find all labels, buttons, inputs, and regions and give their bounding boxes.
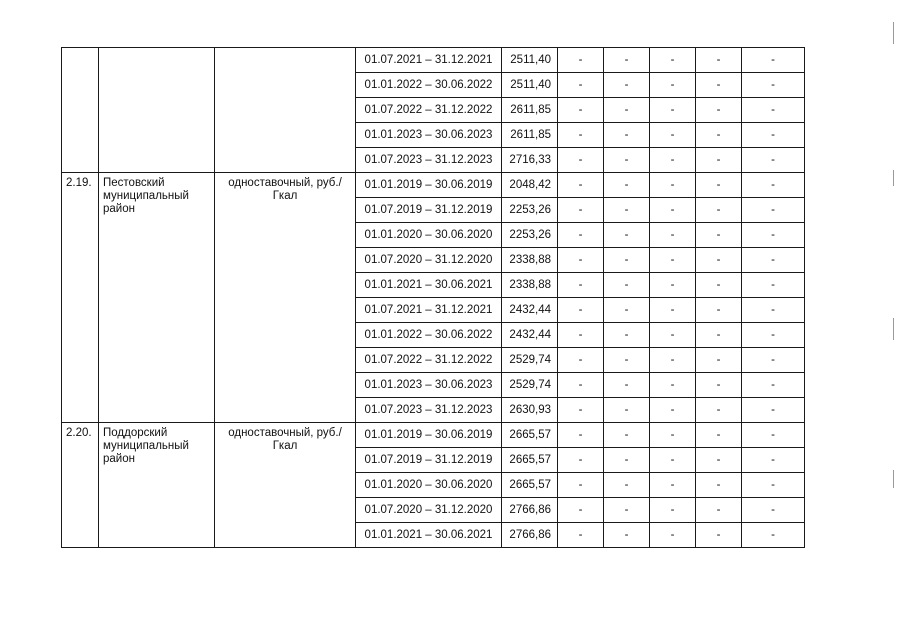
region-cell: Пестовский муниципальный район	[99, 173, 215, 423]
tariff-value-cell: 2253,26	[502, 198, 558, 223]
period-cell: 01.01.2023 – 30.06.2023	[356, 123, 502, 148]
dash-cell: -	[604, 323, 650, 348]
dash-cell: -	[558, 498, 604, 523]
dash-cell: -	[558, 473, 604, 498]
dash-cell: -	[558, 223, 604, 248]
period-cell: 01.07.2021 – 31.12.2021	[356, 298, 502, 323]
dash-cell: -	[650, 423, 696, 448]
dash-cell: -	[604, 198, 650, 223]
dash-cell: -	[604, 448, 650, 473]
dash-cell: -	[742, 523, 805, 548]
dash-cell: -	[650, 73, 696, 98]
dash-cell: -	[650, 473, 696, 498]
dash-cell: -	[696, 98, 742, 123]
dash-cell: -	[742, 398, 805, 423]
dash-cell: -	[604, 223, 650, 248]
tariff-table-body	[62, 48, 805, 548]
item-number-cell	[62, 48, 99, 173]
tariff-value-cell: 2048,42	[502, 173, 558, 198]
dash-cell: -	[650, 248, 696, 273]
dash-cell: -	[650, 198, 696, 223]
period-cell: 01.01.2022 – 30.06.2022	[356, 323, 502, 348]
period-cell: 01.01.2019 – 30.06.2019	[356, 423, 502, 448]
tariff-value-cell: 2338,88	[502, 248, 558, 273]
tariff-value-cell: 2529,74	[502, 373, 558, 398]
dash-cell: -	[650, 348, 696, 373]
table-row	[62, 173, 805, 198]
dash-cell: -	[742, 323, 805, 348]
dash-cell: -	[558, 298, 604, 323]
tariff-type-cell: одноставочный, руб./Гкал	[215, 423, 356, 548]
dash-cell: -	[696, 473, 742, 498]
dash-cell: -	[558, 98, 604, 123]
period-cell: 01.07.2020 – 31.12.2020	[356, 248, 502, 273]
dash-cell: -	[696, 498, 742, 523]
tariff-value-cell: 2432,44	[502, 298, 558, 323]
dash-cell: -	[742, 273, 805, 298]
dash-cell: -	[696, 423, 742, 448]
dash-cell: -	[558, 273, 604, 298]
dash-cell: -	[558, 248, 604, 273]
tariff-value-cell: 2716,33	[502, 148, 558, 173]
dash-cell: -	[742, 73, 805, 98]
period-cell: 01.07.2023 – 31.12.2023	[356, 148, 502, 173]
dash-cell: -	[604, 73, 650, 98]
dash-cell: -	[742, 473, 805, 498]
dash-cell: -	[604, 48, 650, 73]
dash-cell: -	[650, 498, 696, 523]
dash-cell: -	[558, 198, 604, 223]
dash-cell: -	[650, 48, 696, 73]
dash-cell: -	[558, 48, 604, 73]
dash-cell: -	[742, 423, 805, 448]
dash-cell: -	[604, 498, 650, 523]
tariff-value-cell: 2611,85	[502, 123, 558, 148]
dash-cell: -	[696, 273, 742, 298]
dash-cell: -	[650, 398, 696, 423]
dash-cell: -	[604, 473, 650, 498]
dash-cell: -	[604, 398, 650, 423]
dash-cell: -	[742, 123, 805, 148]
scan-edge-mark	[893, 170, 894, 186]
dash-cell: -	[742, 498, 805, 523]
dash-cell: -	[604, 423, 650, 448]
dash-cell: -	[604, 373, 650, 398]
dash-cell: -	[650, 373, 696, 398]
dash-cell: -	[696, 223, 742, 248]
tariff-value-cell: 2529,74	[502, 348, 558, 373]
tariff-value-cell: 2665,57	[502, 423, 558, 448]
dash-cell: -	[604, 523, 650, 548]
period-cell: 01.07.2022 – 31.12.2022	[356, 348, 502, 373]
dash-cell: -	[650, 123, 696, 148]
dash-cell: -	[650, 173, 696, 198]
dash-cell: -	[742, 223, 805, 248]
period-cell: 01.01.2021 – 30.06.2021	[356, 273, 502, 298]
dash-cell: -	[742, 298, 805, 323]
dash-cell: -	[650, 448, 696, 473]
region-cell	[99, 48, 215, 173]
scan-edge-mark	[893, 470, 894, 488]
dash-cell: -	[696, 323, 742, 348]
dash-cell: -	[604, 273, 650, 298]
dash-cell: -	[696, 348, 742, 373]
dash-cell: -	[696, 248, 742, 273]
period-cell: 01.01.2023 – 30.06.2023	[356, 373, 502, 398]
dash-cell: -	[742, 248, 805, 273]
period-cell: 01.07.2020 – 31.12.2020	[356, 498, 502, 523]
dash-cell: -	[604, 298, 650, 323]
dash-cell: -	[696, 173, 742, 198]
tariff-value-cell: 2511,40	[502, 73, 558, 98]
dash-cell: -	[696, 148, 742, 173]
tariff-value-cell: 2665,57	[502, 473, 558, 498]
tariff-type-cell: одноставочный, руб./Гкал	[215, 173, 356, 423]
tariff-value-cell: 2511,40	[502, 48, 558, 73]
table-row	[62, 423, 805, 448]
dash-cell: -	[742, 148, 805, 173]
dash-cell: -	[604, 248, 650, 273]
scan-edge-mark	[893, 318, 894, 340]
dash-cell: -	[604, 173, 650, 198]
scan-edge-mark	[893, 22, 894, 44]
region-cell: Поддорский муниципальный район	[99, 423, 215, 548]
dash-cell: -	[650, 298, 696, 323]
dash-cell: -	[558, 373, 604, 398]
dash-cell: -	[650, 273, 696, 298]
dash-cell: -	[696, 398, 742, 423]
tariff-value-cell: 2630,93	[502, 398, 558, 423]
dash-cell: -	[650, 223, 696, 248]
dash-cell: -	[558, 348, 604, 373]
dash-cell: -	[742, 348, 805, 373]
tariff-value-cell: 2338,88	[502, 273, 558, 298]
dash-cell: -	[558, 323, 604, 348]
item-number-cell: 2.19.	[62, 173, 99, 423]
dash-cell: -	[604, 98, 650, 123]
dash-cell: -	[696, 373, 742, 398]
dash-cell: -	[742, 373, 805, 398]
table-row	[62, 48, 805, 73]
dash-cell: -	[650, 523, 696, 548]
dash-cell: -	[742, 98, 805, 123]
dash-cell: -	[604, 148, 650, 173]
period-cell: 01.07.2021 – 31.12.2021	[356, 48, 502, 73]
period-cell: 01.01.2019 – 30.06.2019	[356, 173, 502, 198]
dash-cell: -	[696, 523, 742, 548]
dash-cell: -	[696, 298, 742, 323]
tariff-table	[61, 47, 805, 548]
tariff-value-cell: 2253,26	[502, 223, 558, 248]
dash-cell: -	[558, 523, 604, 548]
dash-cell: -	[742, 198, 805, 223]
dash-cell: -	[696, 48, 742, 73]
tariff-type-cell	[215, 48, 356, 173]
period-cell: 01.01.2022 – 30.06.2022	[356, 73, 502, 98]
dash-cell: -	[558, 123, 604, 148]
item-number-cell: 2.20.	[62, 423, 99, 548]
dash-cell: -	[558, 398, 604, 423]
dash-cell: -	[604, 123, 650, 148]
dash-cell: -	[604, 348, 650, 373]
tariff-value-cell: 2766,86	[502, 498, 558, 523]
tariff-value-cell: 2665,57	[502, 448, 558, 473]
dash-cell: -	[650, 98, 696, 123]
period-cell: 01.07.2023 – 31.12.2023	[356, 398, 502, 423]
tariff-value-cell: 2432,44	[502, 323, 558, 348]
dash-cell: -	[742, 48, 805, 73]
period-cell: 01.07.2022 – 31.12.2022	[356, 98, 502, 123]
period-cell: 01.07.2019 – 31.12.2019	[356, 448, 502, 473]
dash-cell: -	[696, 123, 742, 148]
dash-cell: -	[558, 148, 604, 173]
dash-cell: -	[558, 73, 604, 98]
dash-cell: -	[742, 448, 805, 473]
tariff-value-cell: 2611,85	[502, 98, 558, 123]
tariff-value-cell: 2766,86	[502, 523, 558, 548]
dash-cell: -	[558, 448, 604, 473]
dash-cell: -	[696, 73, 742, 98]
period-cell: 01.01.2020 – 30.06.2020	[356, 473, 502, 498]
dash-cell: -	[558, 423, 604, 448]
dash-cell: -	[650, 148, 696, 173]
dash-cell: -	[650, 323, 696, 348]
period-cell: 01.01.2021 – 30.06.2021	[356, 523, 502, 548]
period-cell: 01.07.2019 – 31.12.2019	[356, 198, 502, 223]
dash-cell: -	[696, 448, 742, 473]
dash-cell: -	[558, 173, 604, 198]
dash-cell: -	[696, 198, 742, 223]
dash-cell: -	[742, 173, 805, 198]
period-cell: 01.01.2020 – 30.06.2020	[356, 223, 502, 248]
